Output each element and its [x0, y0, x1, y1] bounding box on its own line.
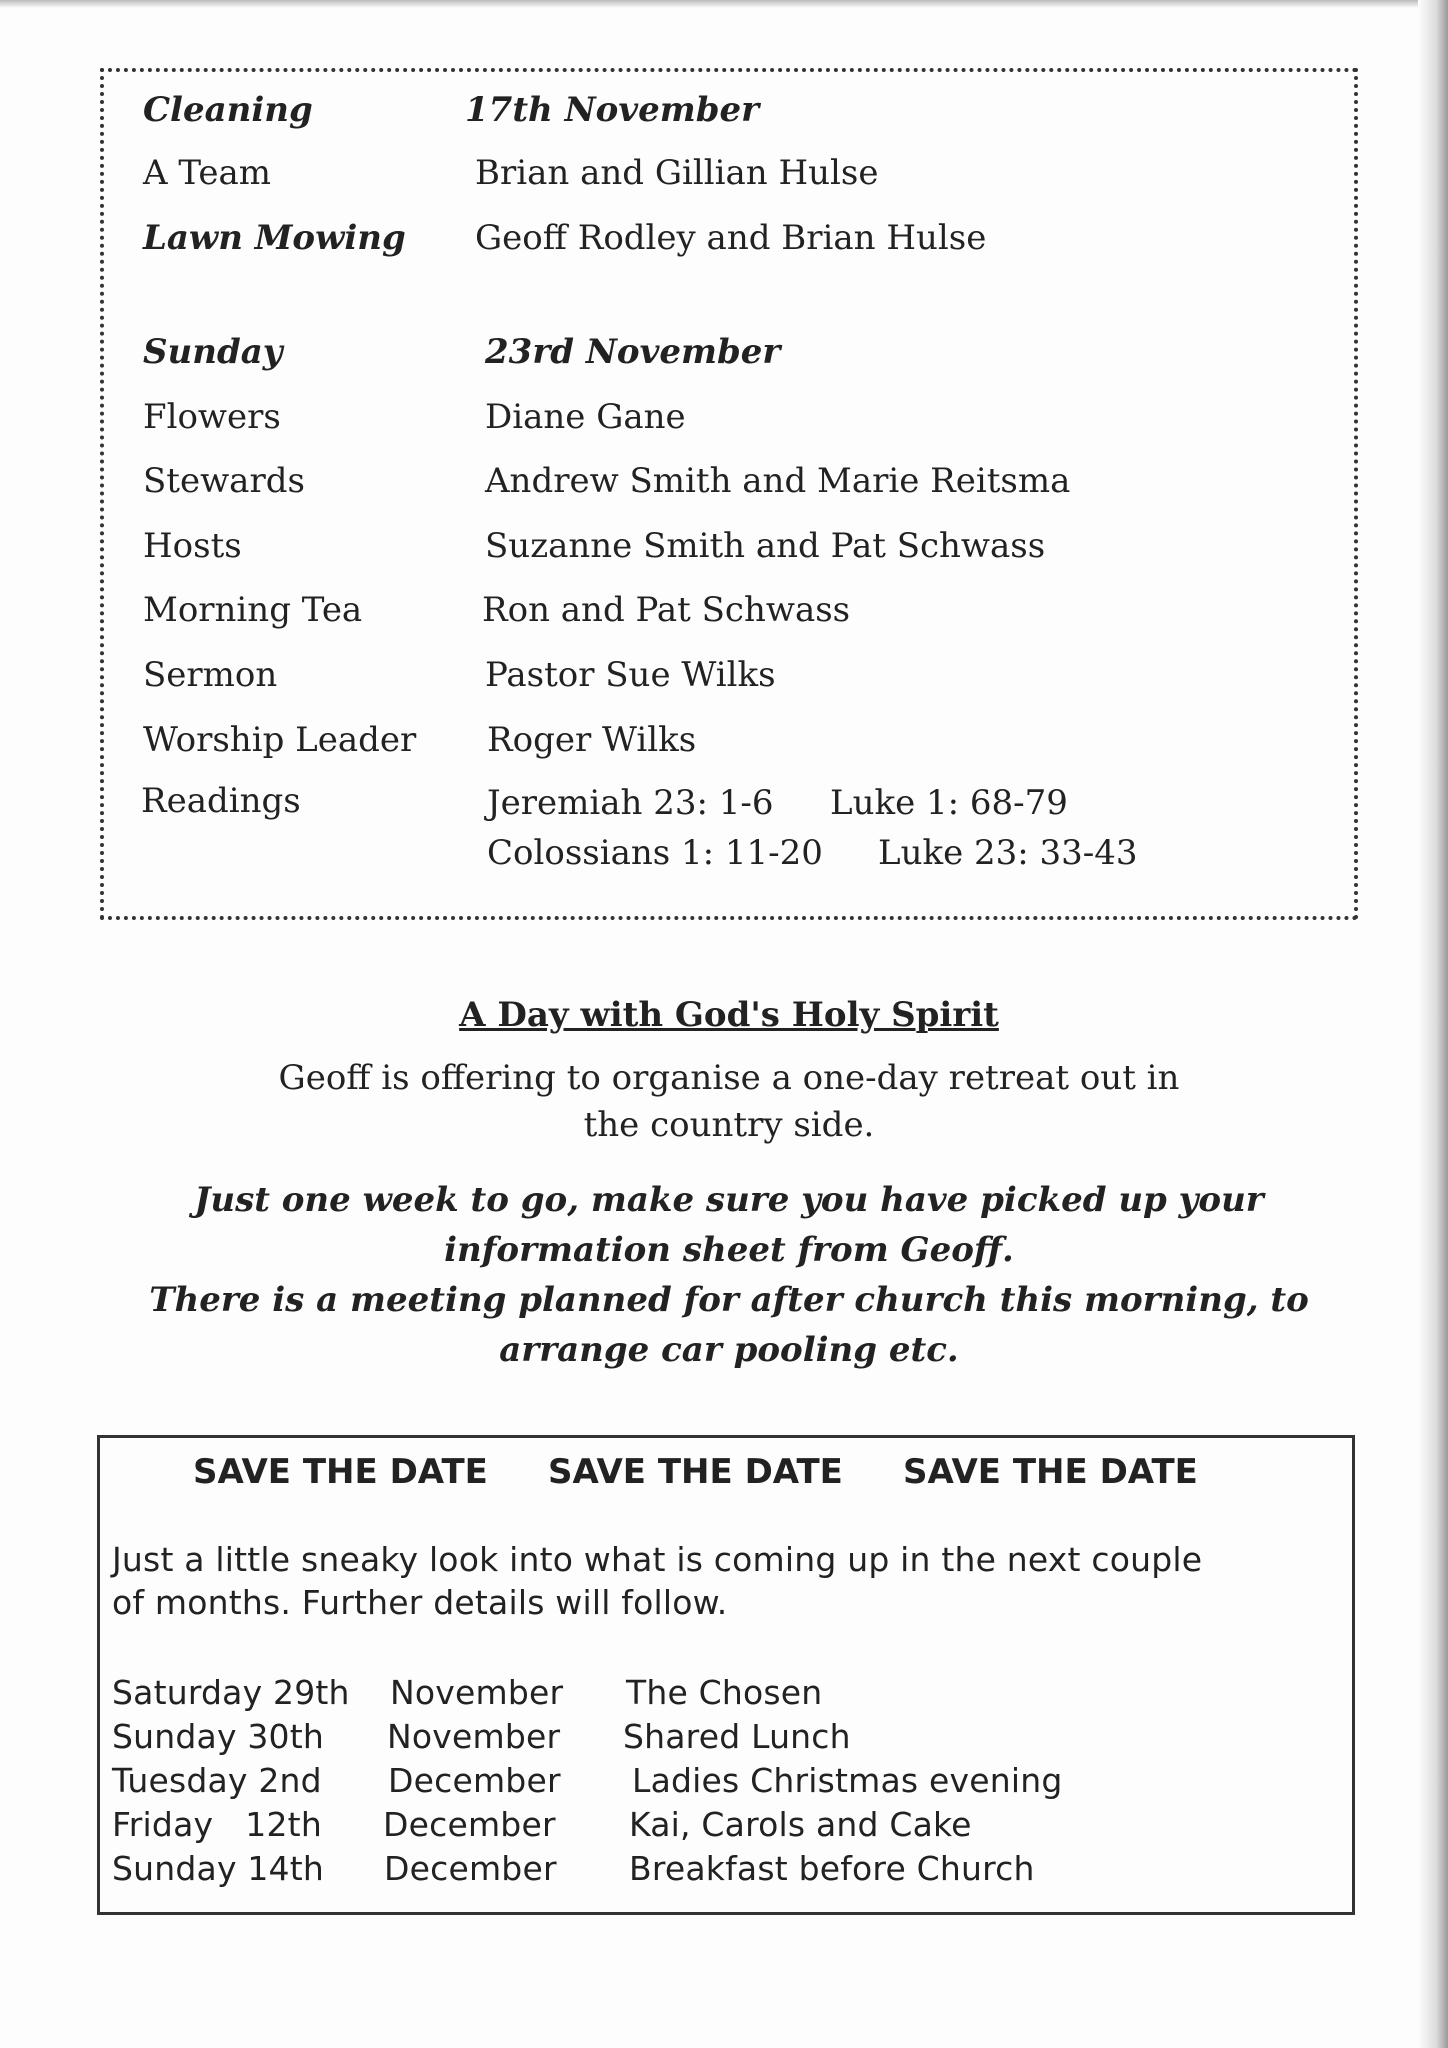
event-month: November: [390, 1673, 564, 1712]
role-label: Worship Leader: [143, 720, 417, 760]
event-name: The Chosen: [626, 1673, 823, 1712]
event-day: Saturday 29th: [112, 1673, 350, 1712]
retreat-text: Geoff is offering to organise a one-day retreat out in: [278, 1058, 1180, 1098]
cleaning-heading: Cleaning: [143, 90, 313, 130]
reading: Luke 1: 68-79: [830, 783, 1068, 823]
save-the-date-header: SAVE THE DATE: [903, 1452, 1198, 1492]
event-day: Sunday 14th: [112, 1849, 325, 1888]
event-name: Breakfast before Church: [629, 1849, 1035, 1888]
event-month: November: [387, 1717, 561, 1756]
scan-edge-top: [0, 0, 1448, 8]
reading: Luke 23: 33-43: [878, 833, 1138, 873]
cleaning-date: 17th November: [465, 90, 760, 130]
intro-text: of months. Further details will follow.: [112, 1583, 728, 1622]
scan-edge-right: [1418, 0, 1448, 2048]
role-names: Andrew Smith and Marie Reitsma: [485, 461, 1071, 501]
retreat-emphasis: Just one week to go, make sure you have picked up your: [194, 1180, 1264, 1220]
save-the-date-header: SAVE THE DATE: [548, 1452, 843, 1492]
role-names: Diane Gane: [485, 397, 686, 437]
event-name: Shared Lunch: [623, 1717, 851, 1756]
reading: Colossians 1: 11-20: [487, 833, 823, 873]
event-name: Ladies Christmas evening: [632, 1761, 1063, 1800]
role-names: Brian and Gillian Hulse: [475, 153, 879, 193]
save-the-date-header: SAVE THE DATE: [193, 1452, 488, 1492]
role-label: Sermon: [143, 655, 278, 695]
event-day: Sunday 30th: [112, 1717, 325, 1756]
sunday-heading: Sunday: [143, 332, 283, 372]
retreat-emphasis: There is a meeting planned for after church this morning, to: [149, 1280, 1309, 1320]
retreat-emphasis: arrange car pooling etc.: [499, 1330, 959, 1370]
retreat-text: the country side.: [583, 1105, 875, 1145]
role-label: Lawn Mowing: [143, 218, 406, 258]
retreat-title: A Day with God's Holy Spirit: [459, 995, 999, 1035]
event-day: Friday 12th: [112, 1805, 322, 1844]
role-names: Ron and Pat Schwass: [482, 590, 851, 630]
event-month: December: [384, 1849, 557, 1888]
event-name: Kai, Carols and Cake: [629, 1805, 972, 1844]
role-label: Morning Tea: [143, 590, 363, 630]
role-names: Roger Wilks: [487, 720, 697, 760]
role-names: Geoff Rodley and Brian Hulse: [475, 218, 987, 258]
role-label: Hosts: [143, 526, 242, 566]
sunday-date: 23rd November: [485, 332, 781, 372]
intro-text: Just a little sneaky look into what is coming up in the next couple: [112, 1540, 1203, 1579]
retreat-emphasis: information sheet from Geoff.: [444, 1230, 1014, 1270]
role-label: Stewards: [143, 461, 305, 501]
role-names: Suzanne Smith and Pat Schwass: [485, 526, 1046, 566]
reading: Jeremiah 23: 1-6: [487, 783, 774, 823]
event-day: Tuesday 2nd: [112, 1761, 322, 1800]
role-names: Pastor Sue Wilks: [485, 655, 776, 695]
event-month: December: [383, 1805, 556, 1844]
readings-label: Readings: [141, 781, 301, 821]
event-month: December: [388, 1761, 561, 1800]
role-label: A Team: [143, 153, 272, 193]
role-label: Flowers: [143, 397, 281, 437]
